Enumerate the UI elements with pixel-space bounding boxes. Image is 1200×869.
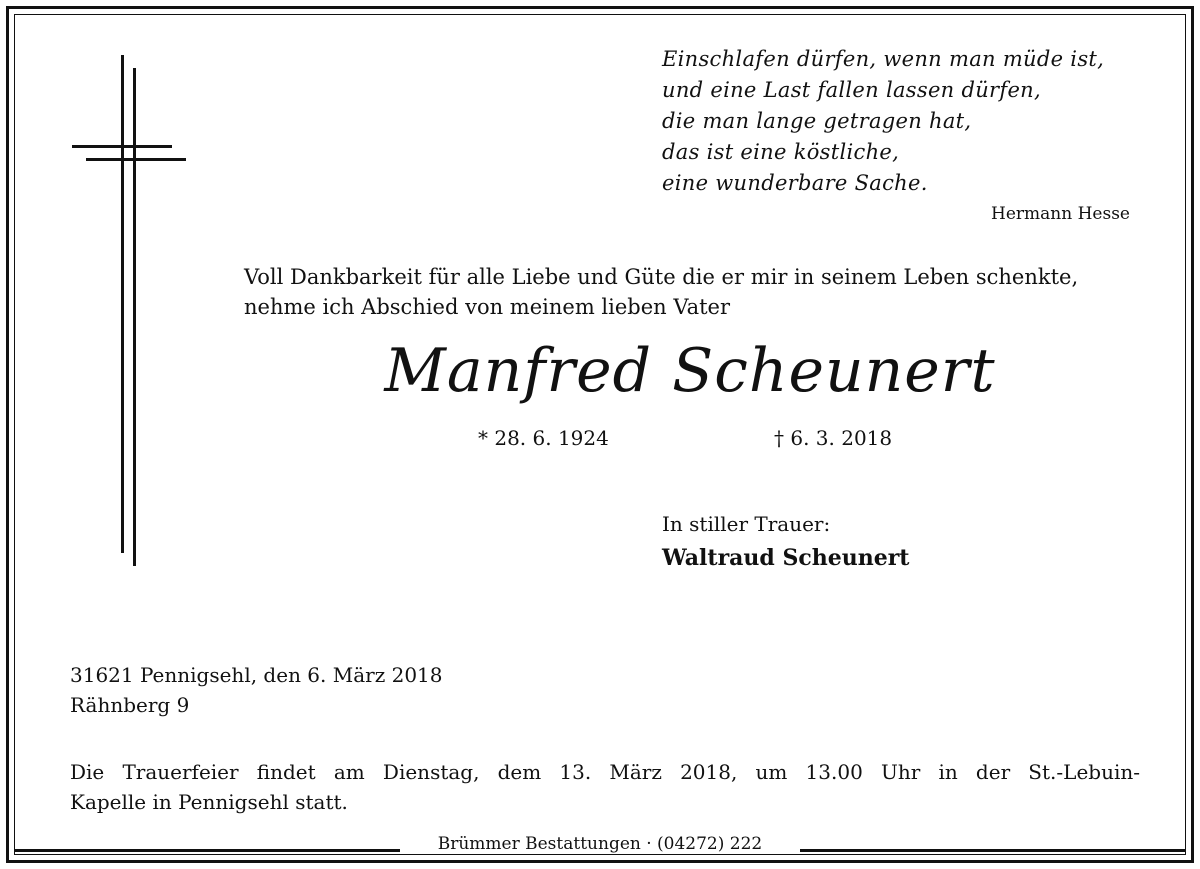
- ceremony-line: Kapelle in Pennigsehl statt.: [70, 790, 348, 814]
- intro-line: nehme ich Abschied von meinem lieben Vater: [244, 295, 731, 319]
- poem-line: die man lange getragen hat,: [662, 109, 972, 133]
- poem-line: Einschlafen dürfen, wenn man müde ist,: [662, 47, 1105, 71]
- intro-text: [244, 262, 1078, 322]
- poem-line: und eine Last fallen lassen dürfen,: [662, 78, 1041, 102]
- death-date: † 6. 3. 2018: [774, 426, 893, 450]
- address-line: Rähnberg 9: [70, 693, 190, 717]
- cross-vertical-right: [133, 68, 136, 566]
- funeral-home-footer: Brümmer Bestattungen · (04272) 222: [400, 834, 800, 854]
- mourning-label: In stiller Trauer:: [662, 512, 831, 536]
- ceremony-line: Die Trauerfeier findet am Dienstag, dem 13. März 2018, um 13.00 Uhr in der St.-Lebuin-: [70, 760, 1140, 784]
- address-line: 31621 Pennigsehl, den 6. März 2018: [70, 663, 443, 687]
- intro-line: Voll Dankbarkeit für alle Liebe und Güte die er mir in seinem Leben schenkte,: [244, 265, 1079, 289]
- ceremony-notice: [70, 757, 1140, 817]
- poem-line: eine wunderbare Sache.: [662, 171, 928, 195]
- footer-rule-right: [800, 849, 1186, 852]
- cross-horizontal-top: [72, 145, 172, 148]
- cross-horizontal-bottom: [86, 158, 186, 161]
- footer-rule-left: [14, 849, 400, 852]
- cross-vertical-left: [121, 55, 124, 553]
- poem-author: Hermann Hesse: [991, 204, 1130, 224]
- poem: [662, 44, 1142, 199]
- deceased-name: Manfred Scheunert: [384, 336, 996, 406]
- mourner-name: Waltraud Scheunert: [662, 545, 910, 571]
- address-block: [70, 660, 443, 720]
- poem-line: das ist eine köstliche,: [662, 140, 900, 164]
- birth-date: * 28. 6. 1924: [478, 426, 609, 450]
